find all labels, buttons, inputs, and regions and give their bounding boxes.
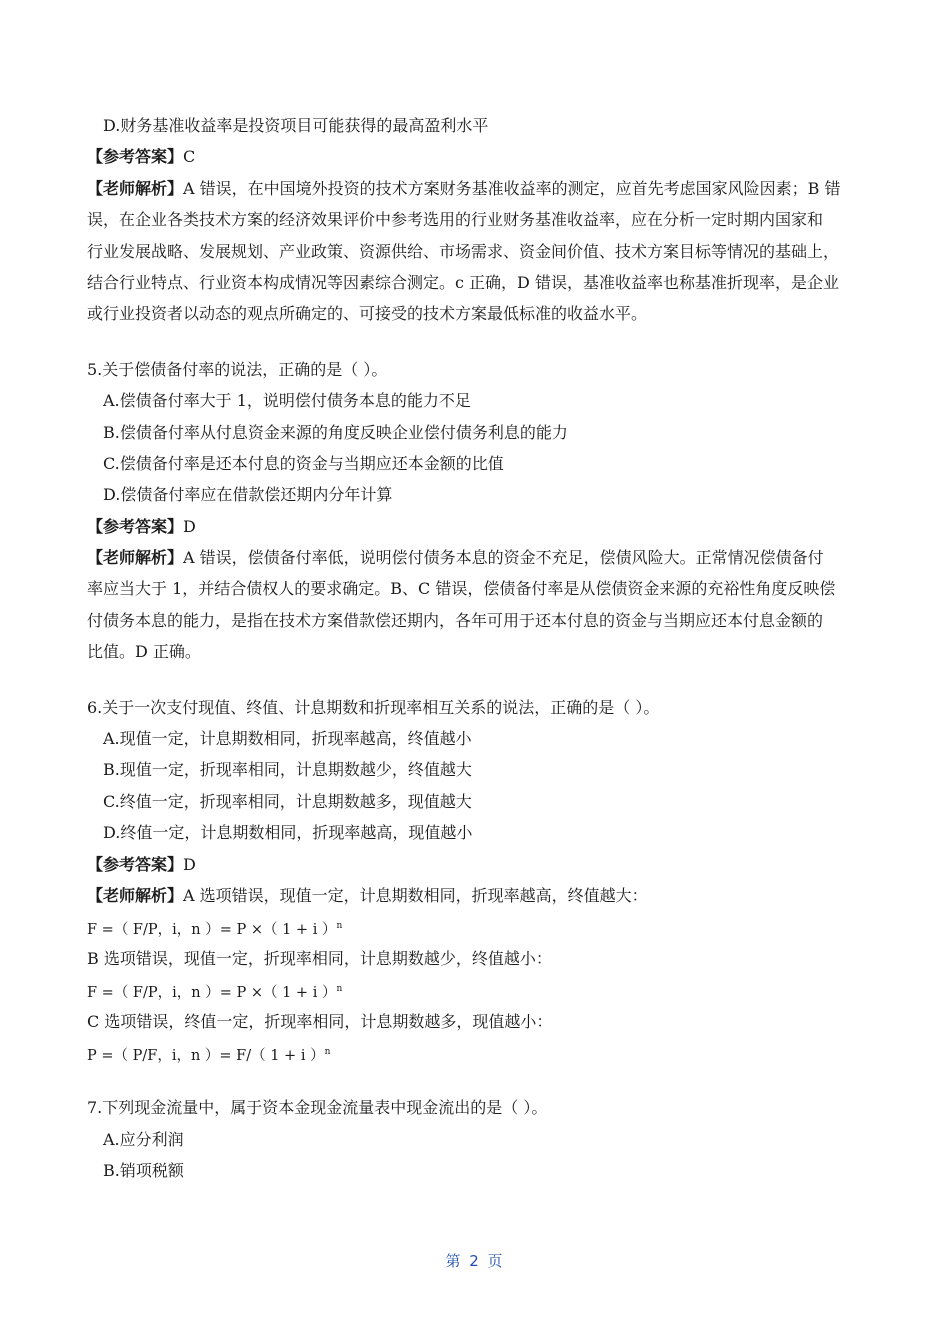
formula-exponent: n bbox=[324, 1046, 331, 1057]
q4-answer bbox=[87, 141, 867, 172]
q6-analysis-line-1 bbox=[87, 880, 867, 911]
q4-option-d: D.财务基准收益率是投资项目可能获得的最高盈利水平 bbox=[103, 116, 489, 135]
q4-analysis-line-3: 行业发展战略、发展规划、产业政策、资源供给、市场需求、资金间价值、技术方案目标等情况的基础上， bbox=[87, 241, 840, 261]
analysis-text: A 错误，偿债备付率低，说明偿付债务本息的资金不充足，偿债风险大。正常情况偿债备付 bbox=[183, 548, 824, 568]
q5-answer bbox=[87, 511, 867, 542]
q6-answer bbox=[87, 849, 867, 880]
analysis-text: A 选项错误，现值一定，计息期数相同，折现率越高，终值越大： bbox=[183, 885, 648, 905]
formula-present-value bbox=[87, 1037, 867, 1068]
spacer bbox=[87, 668, 867, 692]
q6-option-a: A.现值一定，计息期数相同，折现率越高，终值越小 bbox=[103, 729, 472, 749]
analysis-label: 【老师解析】 bbox=[87, 548, 184, 568]
q5-option-c: C.偿债备付率是还本付息的资金与当期应还本金额的比值 bbox=[103, 453, 504, 473]
answer-label: 【参考答案】 bbox=[87, 147, 184, 167]
q7-stem: 7.下列现金流量中，属于资本金现金流量表中现金流出的是（ ）。 bbox=[87, 1098, 548, 1118]
spacer bbox=[87, 330, 867, 354]
q7-option-a: A.应分利润 bbox=[103, 1129, 184, 1149]
formula-exponent: n bbox=[336, 921, 343, 932]
q5-analysis-line-1 bbox=[87, 542, 867, 573]
q4-analysis-line-1 bbox=[87, 173, 867, 204]
q6-analysis-line-b: B 选项错误，现值一定，折现率相同，计息期数越少，终值越小： bbox=[87, 948, 552, 968]
answer-value: C bbox=[183, 147, 196, 167]
q7-option-b: B.销项税额 bbox=[103, 1161, 184, 1181]
q5-stem: 5.关于偿债备付率的说法，正确的是（ ）。 bbox=[87, 359, 388, 379]
answer-label: 【参考答案】 bbox=[87, 516, 184, 536]
q6-stem: 6.关于一次支付现值、终值、计息期数和折现率相互关系的说法，正确的是（ ）。 bbox=[87, 697, 660, 717]
q4-analysis-line-4: 结合行业特点、行业资本构成情况等因素综合测定。c 正确，D 错误，基准收益率也称基准折现率，是企业 bbox=[87, 272, 839, 292]
formula-future-value-a bbox=[87, 911, 867, 942]
answer-value: D bbox=[183, 516, 196, 536]
q5-analysis-line-3: 付债务本息的能力，是指在技术方案借款偿还期内，各年可用于还本付息的资金与当期应还本付息金额的 bbox=[87, 610, 824, 630]
q6-option-d: D.终值一定，计息期数相同，折现率越高，现值越小 bbox=[103, 823, 473, 843]
formula-text: F =（ F/P，i，n ）= P ×（ 1 + i ） bbox=[87, 985, 337, 1002]
q6-option-b: B.现值一定，折现率相同，计息期数越少，终值越大 bbox=[103, 760, 472, 780]
q4-analysis-line-5: 或行业投资者以动态的观点所确定的、可接受的技术方案最低标准的收益水平。 bbox=[87, 304, 648, 324]
q6-analysis-line-c: C 选项错误，终值一定，折现率相同，计息期数越多，现值越小： bbox=[87, 1011, 553, 1031]
formula-future-value-b bbox=[87, 974, 867, 1005]
formula-exponent: n bbox=[336, 984, 343, 995]
q6-option-c: C.终值一定，折现率相同，计息期数越多，现值越大 bbox=[103, 791, 472, 811]
formula-text: P =（ P/F，i，n ）= F/（ 1 + i ） bbox=[87, 1047, 325, 1064]
answer-value: D bbox=[183, 854, 196, 874]
q5-option-d: D.偿债备付率应在借款偿还期内分年计算 bbox=[103, 485, 393, 505]
analysis-label: 【老师解析】 bbox=[87, 178, 184, 198]
q4-analysis-line-2: 误，在企业各类技术方案的经济效果评价中参考选用的行业财务基准收益率，应在分析一定时期内国家和 bbox=[87, 210, 824, 230]
q5-option-a: A.偿债备付率大于 1，说明偿付债务本息的能力不足 bbox=[103, 391, 471, 411]
analysis-text: A 错误，在中国境外投资的技术方案财务基准收益率的测定，应首先考虑国家风险因素；B 错 bbox=[183, 178, 841, 198]
spacer bbox=[87, 1068, 867, 1092]
document-body bbox=[87, 110, 867, 1187]
q5-analysis-line-2: 率应当大于 1，并结合债权人的要求确定。B、C 错误，偿债备付率是从偿债资金来源的充裕性角度反映偿 bbox=[87, 579, 836, 599]
q5-option-b: B.偿债备付率从付息资金来源的角度反映企业偿付债务利息的能力 bbox=[103, 422, 568, 442]
answer-label: 【参考答案】 bbox=[87, 854, 184, 874]
formula-text: F =（ F/P，i，n ）= P ×（ 1 + i ） bbox=[87, 922, 337, 939]
page-number: 第 2 页 bbox=[445, 1252, 505, 1270]
q5-analysis-line-4: 比值。D 正确。 bbox=[87, 642, 201, 662]
analysis-label: 【老师解析】 bbox=[87, 885, 184, 905]
